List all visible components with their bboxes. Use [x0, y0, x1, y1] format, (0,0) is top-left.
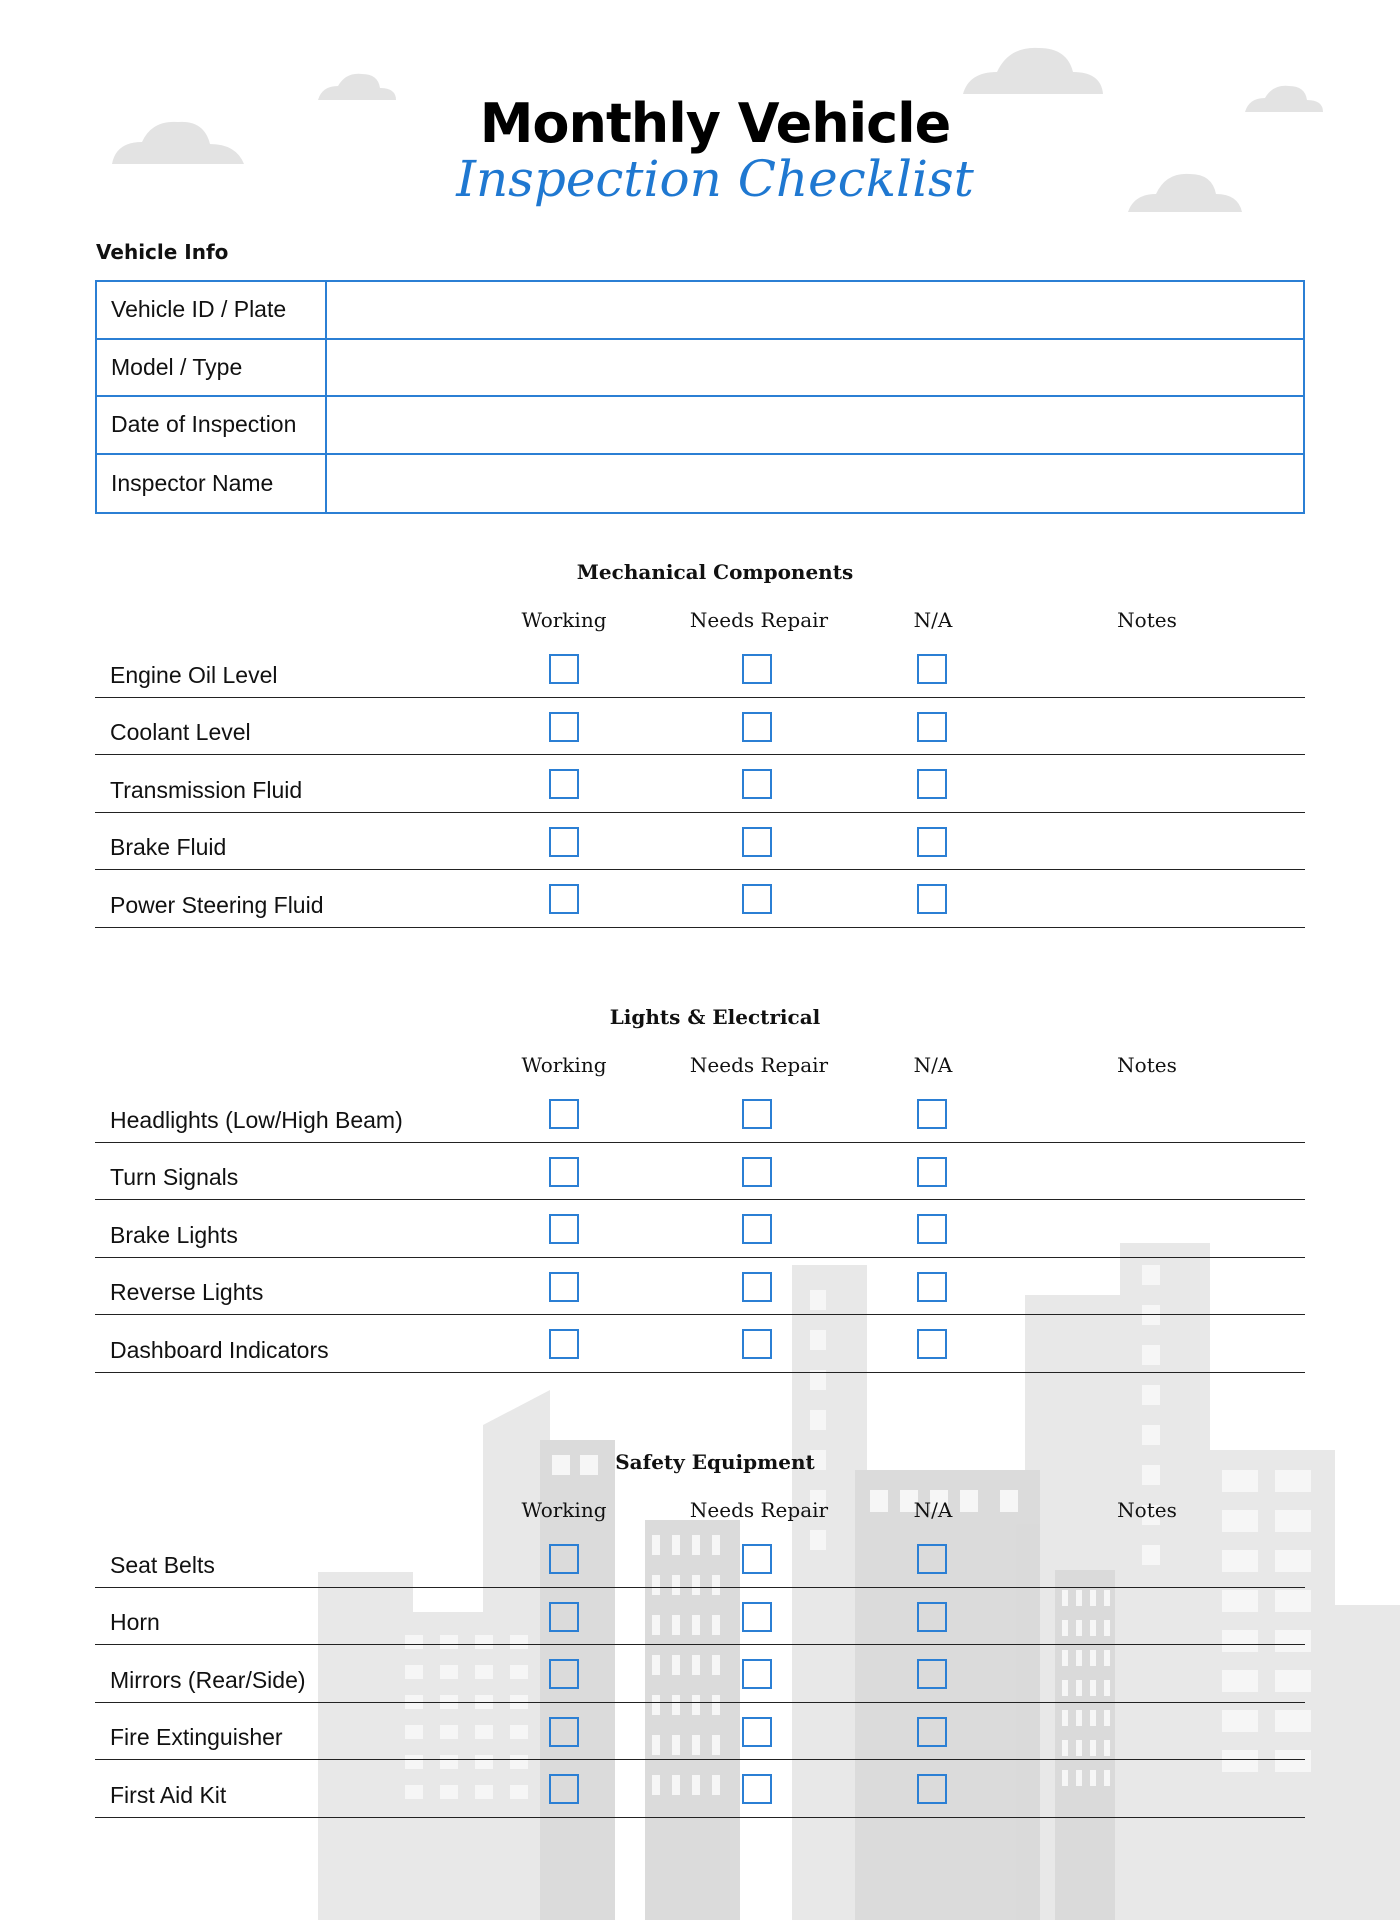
working-checkbox[interactable] — [549, 769, 579, 799]
section-title: Lights & Electrical — [609, 1005, 821, 1029]
vehicle-info-heading: Vehicle Info — [96, 240, 229, 264]
inspector-name-row — [97, 455, 1303, 513]
needs-repair-checkbox[interactable] — [742, 1774, 772, 1804]
item-label: First Aid Kit — [110, 1781, 227, 1808]
item-label: Turn Signals — [110, 1164, 239, 1190]
needs-repair-checkbox[interactable] — [742, 1214, 772, 1244]
na-checkbox[interactable] — [917, 712, 947, 742]
item-label: Fire Extinguisher — [110, 1724, 283, 1750]
item-label: Dashboard Indicators — [110, 1336, 329, 1363]
item-label: Headlights (Low/High Beam) — [110, 1106, 403, 1133]
col-needs-repair: Needs Repair — [689, 608, 829, 632]
na-checkbox[interactable] — [917, 1272, 947, 1302]
na-checkbox[interactable] — [917, 654, 947, 684]
checklist-row — [95, 1200, 1305, 1258]
inspection-date-row — [97, 397, 1303, 455]
col-notes: Notes — [1117, 608, 1177, 632]
section-title: Mechanical Components — [576, 560, 854, 584]
checklist-row — [95, 640, 1305, 698]
needs-repair-checkbox[interactable] — [742, 884, 772, 914]
needs-repair-checkbox[interactable] — [742, 1157, 772, 1187]
working-checkbox[interactable] — [549, 1214, 579, 1244]
working-checkbox[interactable] — [549, 1774, 579, 1804]
model-type-row — [97, 340, 1303, 398]
col-needs-repair: Needs Repair — [689, 1053, 829, 1077]
col-needs-repair: Needs Repair — [689, 1498, 829, 1522]
col-na: N/A — [913, 608, 953, 632]
working-checkbox[interactable] — [549, 1329, 579, 1359]
working-checkbox[interactable] — [549, 884, 579, 914]
inspector-name-label: Inspector Name — [97, 455, 327, 513]
item-label: Engine Oil Level — [110, 661, 278, 688]
na-checkbox[interactable] — [917, 1602, 947, 1632]
model-type-label: Model / Type — [97, 340, 327, 396]
col-working: Working — [521, 1498, 607, 1522]
na-checkbox[interactable] — [917, 884, 947, 914]
checklist-row — [95, 755, 1305, 813]
working-checkbox[interactable] — [549, 827, 579, 857]
item-label: Horn — [110, 1609, 160, 1635]
item-label: Brake Fluid — [110, 834, 227, 860]
item-label: Coolant Level — [110, 719, 251, 745]
checklist-row — [95, 698, 1305, 756]
na-checkbox[interactable] — [917, 1544, 947, 1574]
item-label: Power Steering Fluid — [110, 891, 324, 918]
checklist-row — [95, 1258, 1305, 1316]
checklist-row — [95, 1530, 1305, 1588]
checklist-row — [95, 813, 1305, 871]
col-notes: Notes — [1117, 1498, 1177, 1522]
na-checkbox[interactable] — [917, 827, 947, 857]
model-type-field[interactable] — [327, 340, 1303, 396]
working-checkbox[interactable] — [549, 654, 579, 684]
na-checkbox[interactable] — [917, 1157, 947, 1187]
page-title: Monthly Vehicle — [479, 92, 951, 155]
na-checkbox[interactable] — [917, 1717, 947, 1747]
col-na: N/A — [913, 1053, 953, 1077]
working-checkbox[interactable] — [549, 1157, 579, 1187]
needs-repair-checkbox[interactable] — [742, 1544, 772, 1574]
working-checkbox[interactable] — [549, 1659, 579, 1689]
item-label: Seat Belts — [110, 1551, 215, 1578]
working-checkbox[interactable] — [549, 1099, 579, 1129]
col-working: Working — [521, 1053, 607, 1077]
inspection-date-label: Date of Inspection — [97, 397, 327, 453]
inspection-date-field[interactable] — [327, 397, 1303, 453]
inspector-name-field[interactable] — [327, 455, 1303, 513]
vehicle-info-table — [95, 280, 1305, 514]
needs-repair-checkbox[interactable] — [742, 769, 772, 799]
checklist-row — [95, 1315, 1305, 1373]
checklist-row — [95, 1760, 1305, 1818]
working-checkbox[interactable] — [549, 1602, 579, 1632]
working-checkbox[interactable] — [549, 1717, 579, 1747]
checklist-row — [95, 1703, 1305, 1761]
working-checkbox[interactable] — [549, 712, 579, 742]
item-label: Mirrors (Rear/Side) — [110, 1666, 306, 1693]
needs-repair-checkbox[interactable] — [742, 1717, 772, 1747]
checklist-row — [95, 1588, 1305, 1646]
checklist-row — [95, 1143, 1305, 1201]
needs-repair-checkbox[interactable] — [742, 1099, 772, 1129]
checklist-row — [95, 870, 1305, 928]
na-checkbox[interactable] — [917, 1329, 947, 1359]
na-checkbox[interactable] — [917, 1099, 947, 1129]
na-checkbox[interactable] — [917, 1659, 947, 1689]
na-checkbox[interactable] — [917, 1774, 947, 1804]
checklist-row — [95, 1645, 1305, 1703]
item-label: Transmission Fluid — [110, 776, 303, 803]
col-na: N/A — [913, 1498, 953, 1522]
vehicle-id-row — [97, 282, 1303, 340]
needs-repair-checkbox[interactable] — [742, 1329, 772, 1359]
working-checkbox[interactable] — [549, 1544, 579, 1574]
needs-repair-checkbox[interactable] — [742, 712, 772, 742]
working-checkbox[interactable] — [549, 1272, 579, 1302]
item-label: Brake Lights — [110, 1221, 238, 1248]
col-notes: Notes — [1117, 1053, 1177, 1077]
na-checkbox[interactable] — [917, 1214, 947, 1244]
needs-repair-checkbox[interactable] — [742, 1602, 772, 1632]
needs-repair-checkbox[interactable] — [742, 827, 772, 857]
checklist-row — [95, 1085, 1305, 1143]
needs-repair-checkbox[interactable] — [742, 1659, 772, 1689]
page-subtitle: Inspection Checklist — [456, 150, 974, 208]
vehicle-id-label: Vehicle ID / Plate — [97, 282, 327, 338]
section-title: Safety Equipment — [615, 1450, 815, 1474]
needs-repair-checkbox[interactable] — [742, 654, 772, 684]
col-working: Working — [521, 608, 607, 632]
na-checkbox[interactable] — [917, 769, 947, 799]
vehicle-id-field[interactable] — [327, 282, 1303, 338]
item-label: Reverse Lights — [110, 1279, 264, 1305]
needs-repair-checkbox[interactable] — [742, 1272, 772, 1302]
